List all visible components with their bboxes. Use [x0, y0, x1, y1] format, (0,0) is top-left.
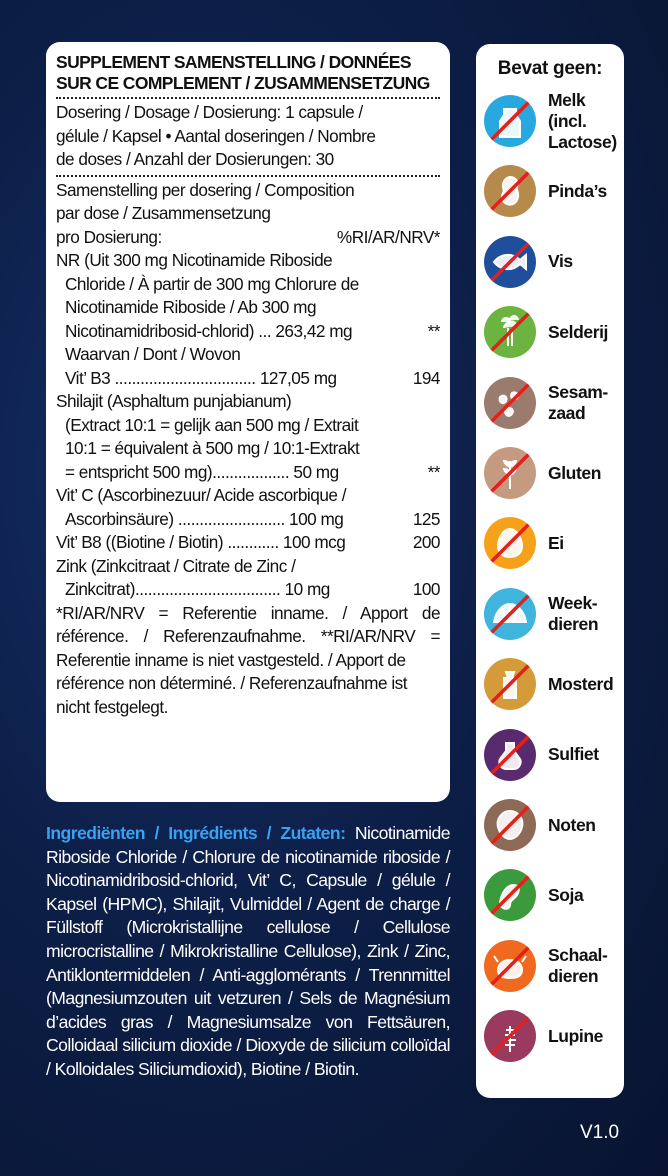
version-label: V1.0	[580, 1122, 620, 1143]
allergen-label	[548, 322, 608, 343]
allergen-title: Bevat geen:	[497, 58, 603, 79]
zink-ri: 100	[412, 579, 440, 599]
divider	[56, 175, 440, 177]
footnote-line: Referentie inname is niet vastgesteld. / Apport de	[56, 649, 406, 670]
b3-amount: Vit’ B3 ................................. 127,05 mg	[65, 367, 337, 388]
vitc-ri: 125	[412, 508, 440, 529]
allergen-label	[548, 251, 573, 272]
footnote-line: nicht festgelegt.	[56, 696, 168, 717]
ingredients-body: Nicotinamide Riboside Chloride / Chlorure de nicotinamide riboside / Nicotinamidribosid-chlorid, Vit’ C, Capsule / gélule / Kapsel (HPMC), Shilajit, Vulmiddel / Agent de charge / Füllstoff (Microkristallijne cellulose / Cellulose microcristalline / Mikrokristalline Cellulose), Zink / Zinc, Antiklontermiddelen / Anti-agglomérants / Trennmittel (Magnesiumzouten uit vetzuren / Sels de Magnésium d’acides gras / Magnesiumsalze von Fettsäuren, Colloidaal silicium dioxide / Dioxyde de silicium colloïdal / Kolloidales Siliciumdioxid), Biotine / Biotin.	[46, 823, 451, 1079]
allergen-label-line: Noten	[548, 814, 596, 835]
allergen-label	[548, 593, 598, 635]
allergen-label-line: Lactose)	[548, 131, 617, 152]
allergen-label-line: Week-	[548, 592, 598, 613]
b8-row	[56, 531, 440, 555]
allergen-label-line: Ei	[548, 532, 564, 553]
allergen-label-line: Soja	[548, 884, 584, 905]
waarvan-line: Waarvan / Dont / Wovon	[65, 344, 241, 364]
allergen-label-line: Gluten	[548, 462, 602, 483]
dosage-line: gélule / Kapsel • Aantal doseringen / Nombre	[56, 125, 376, 146]
allergen-label-line: Lupine	[548, 1025, 603, 1046]
allergen-label-line: Melk	[548, 89, 586, 110]
b8-amount: Vit’ B8 ((Biotine / Biotin) ............ 100 mcg	[56, 532, 346, 552]
allergen-item	[484, 372, 624, 434]
allergen-label	[548, 744, 599, 765]
crab-icon	[484, 940, 536, 992]
divider	[56, 97, 440, 99]
shilajit-row	[56, 461, 440, 485]
nr-row	[56, 320, 440, 344]
allergen-label	[548, 533, 564, 554]
milk-icon	[484, 95, 536, 147]
dosage-line: Dosering / Dosage / Dosierung: 1 capsule /	[56, 102, 363, 122]
zink-line: Zink (Zinkcitraat / Citrate de Zinc /	[56, 555, 296, 576]
ingredients-label: Ingrediënten / Ingrédients / Zutaten:	[46, 823, 346, 843]
egg-icon	[484, 517, 536, 569]
nr-line: Nicotinamide Riboside / Ab 300 mg	[65, 297, 317, 317]
allergen-item	[484, 724, 624, 786]
allergen-label-line: Mosterd	[548, 673, 614, 694]
composition-line: par dose / Zusammensetzung	[56, 203, 271, 223]
zink-amount: Zinkcitrat).................................. 10 mg	[65, 579, 330, 599]
shilajit-ri: **	[427, 461, 440, 482]
allergen-item	[484, 90, 624, 152]
composition-line: Samenstelling per dosering / Composition	[56, 179, 355, 200]
supplement-title-line1: SUPPLEMENT SAMENSTELLING / DONNÉES	[56, 52, 411, 72]
sesame-icon	[484, 377, 536, 429]
mustard-icon	[484, 658, 536, 710]
allergen-label-line: zaad	[548, 402, 586, 423]
allergen-item	[484, 653, 624, 715]
allergen-label-line: Schaal-	[548, 944, 608, 965]
supplement-facts-panel	[46, 42, 450, 802]
allergen-label-line: dieren	[548, 965, 599, 986]
supplement-title-line2: SUR CE COMPLEMENT / ZUSAMMENSETZUNG	[56, 73, 430, 93]
nut-icon	[484, 799, 536, 851]
footnote-line: *RI/AR/NRV = Referentie inname. / Apport de	[56, 602, 440, 623]
shell-icon	[484, 588, 536, 640]
vitc-row	[56, 508, 440, 532]
allergen-label-line: Selderij	[548, 321, 609, 342]
allergen-label-line: Pinda’s	[548, 180, 607, 201]
per-dose-row	[56, 226, 440, 250]
sulphite-icon	[484, 729, 536, 781]
allergen-panel	[476, 44, 624, 1098]
per-dose-label: pro Dosierung:	[56, 226, 162, 247]
vitc-amount: Ascorbinsäure) ......................... 100 mg	[65, 508, 344, 529]
allergen-label	[548, 945, 607, 987]
allergen-label	[548, 463, 601, 484]
b3-row	[56, 367, 440, 391]
allergen-label	[548, 885, 583, 906]
ri-header: %RI/AR/NRV*	[336, 226, 440, 247]
allergen-label	[548, 382, 608, 424]
allergen-label	[548, 1026, 603, 1047]
allergen-item	[484, 231, 624, 293]
nr-ri: **	[427, 320, 440, 341]
allergen-label-line: dieren	[548, 613, 599, 634]
allergen-label-line: Sesam-	[548, 381, 608, 402]
shilajit-line: Shilajit (Asphaltum punjabianum)	[56, 391, 292, 411]
wheat-icon	[484, 447, 536, 499]
shilajit-line: 10:1 = équivalent à 500 mg / 10:1-Extrakt	[65, 438, 360, 458]
nr-line: Chloride / À partir de 300 mg Chlorure de	[65, 273, 359, 294]
peanut-icon	[484, 165, 536, 217]
shilajit-line: (Extract 10:1 = gelijk aan 500 mg / Extrait	[65, 414, 359, 435]
allergen-item	[484, 160, 624, 222]
allergen-item	[484, 442, 624, 504]
allergen-label-line: Vis	[548, 251, 573, 272]
dosage-line: de doses / Anzahl der Dosierungen: 30	[56, 149, 334, 169]
allergen-item	[484, 583, 624, 645]
allergen-label-line: (incl.	[548, 110, 587, 131]
footnote-line: référence. / Referenzaufnahme. **RI/AR/NRV =	[56, 626, 440, 646]
allergen-item	[484, 935, 624, 997]
allergen-item	[484, 512, 624, 574]
allergen-label	[548, 674, 613, 695]
shilajit-amount: = entspricht 500 mg).................. 50 mg	[65, 461, 339, 482]
ingredients-text	[46, 822, 450, 1082]
vitc-line: Vit’ C (Ascorbinezuur/ Acide ascorbique /	[56, 485, 346, 505]
lupin-icon	[484, 1010, 536, 1062]
allergen-item	[484, 794, 624, 856]
zink-row	[56, 578, 440, 602]
allergen-label	[548, 90, 617, 153]
b8-ri: 200	[412, 532, 440, 552]
b3-ri: 194	[412, 367, 440, 388]
nr-line: NR (Uit 300 mg Nicotinamide Riboside	[56, 250, 333, 270]
nr-amount: Nicotinamidribosid-chlorid) ... 263,42 mg	[65, 320, 353, 341]
fish-icon	[484, 236, 536, 288]
allergen-label-line: Sulfiet	[548, 744, 599, 765]
allergen-item	[484, 864, 624, 926]
allergen-label	[548, 181, 607, 202]
footnote-line: référence non déterminé. / Referenzaufnahme ist	[56, 673, 408, 693]
allergen-item	[484, 1005, 624, 1067]
allergen-item	[484, 301, 624, 363]
celery-icon	[484, 306, 536, 358]
soy-icon	[484, 869, 536, 921]
allergen-label	[548, 815, 596, 836]
